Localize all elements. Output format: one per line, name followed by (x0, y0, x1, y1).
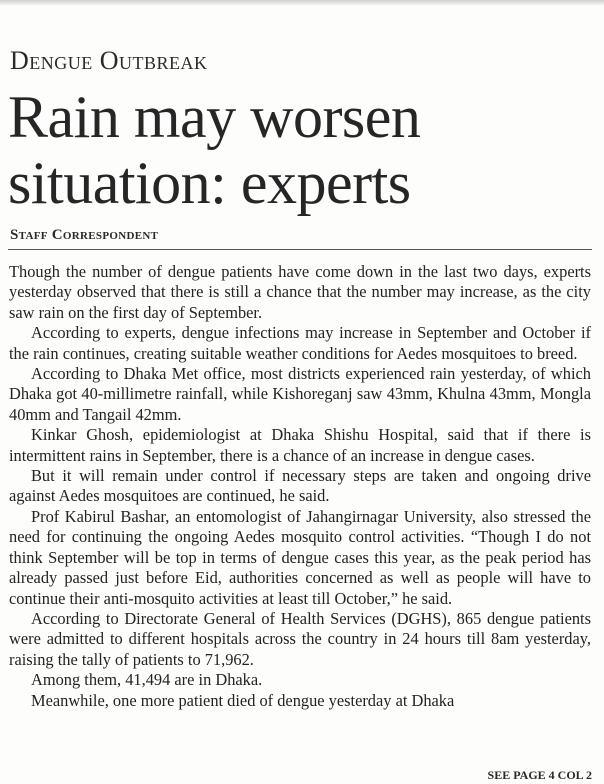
article-body (9, 262, 591, 711)
article-paragraph: Prof Kabirul Bashar, an entomologist of Jahangirnagar University, also stressed the need for continuing the ongoing Aedes mosquito control activities. “Though I do not think September will be top in terms of dengue cases this year, as the peak period has already passed just before Eid, authorities concerned as well as people will have to continue their anti-mosquito activities at least till October,” he said. (9, 506, 591, 608)
top-edge-strip (0, 0, 604, 6)
article-paragraph: According to experts, dengue infections may increase in September and October if the rain continues, creating suitable weather conditions for Aedes mosquitoes to breed. (9, 323, 591, 363)
article-paragraph: According to Dhaka Met office, most districts experienced rain yesterday, of which Dhaka got 40-millimetre rainfall, while Kishoreganj saw 43mm, Khulna 43mm, Mongla 40mm and Tangail 42mm. (9, 364, 591, 424)
article-paragraph: According to Directorate General of Health Services (DGHS), 865 dengue patients were admitted to different hospitals across the country in 24 hours till 8am yesterday, raising the tally of patients to 71,962. (9, 608, 591, 669)
article-paragraph: But it will remain under control if necessary steps are taken and ongoing drive against Aedes mosquitoes are continued, he said. (9, 466, 591, 506)
article-headline: Rain may worsen situation: experts (8, 84, 421, 216)
article-paragraph: Meanwhile, one more patient died of dengue yesterday at Dhaka (31, 690, 455, 710)
article-kicker: Dengue Outbreak (10, 46, 208, 75)
article-paragraph: Among them, 41,494 are in Dhaka. (31, 670, 263, 690)
continued-on-page-reference: SEE PAGE 4 COL 2 (487, 768, 592, 782)
article-byline: Staff Correspondent (10, 227, 159, 243)
byline-divider (8, 249, 592, 250)
article-paragraph: Kinkar Ghosh, epidemiologist at Dhaka Shishu Hospital, said that if there is intermittent rains in September, there is a chance of an increase in dengue cases. (9, 425, 591, 465)
article-paragraph: Though the number of dengue patients have come down in the last two days, experts yesterday observed that there is still a chance that the number may increase, as the city saw rain on the first day of September. (9, 262, 591, 322)
